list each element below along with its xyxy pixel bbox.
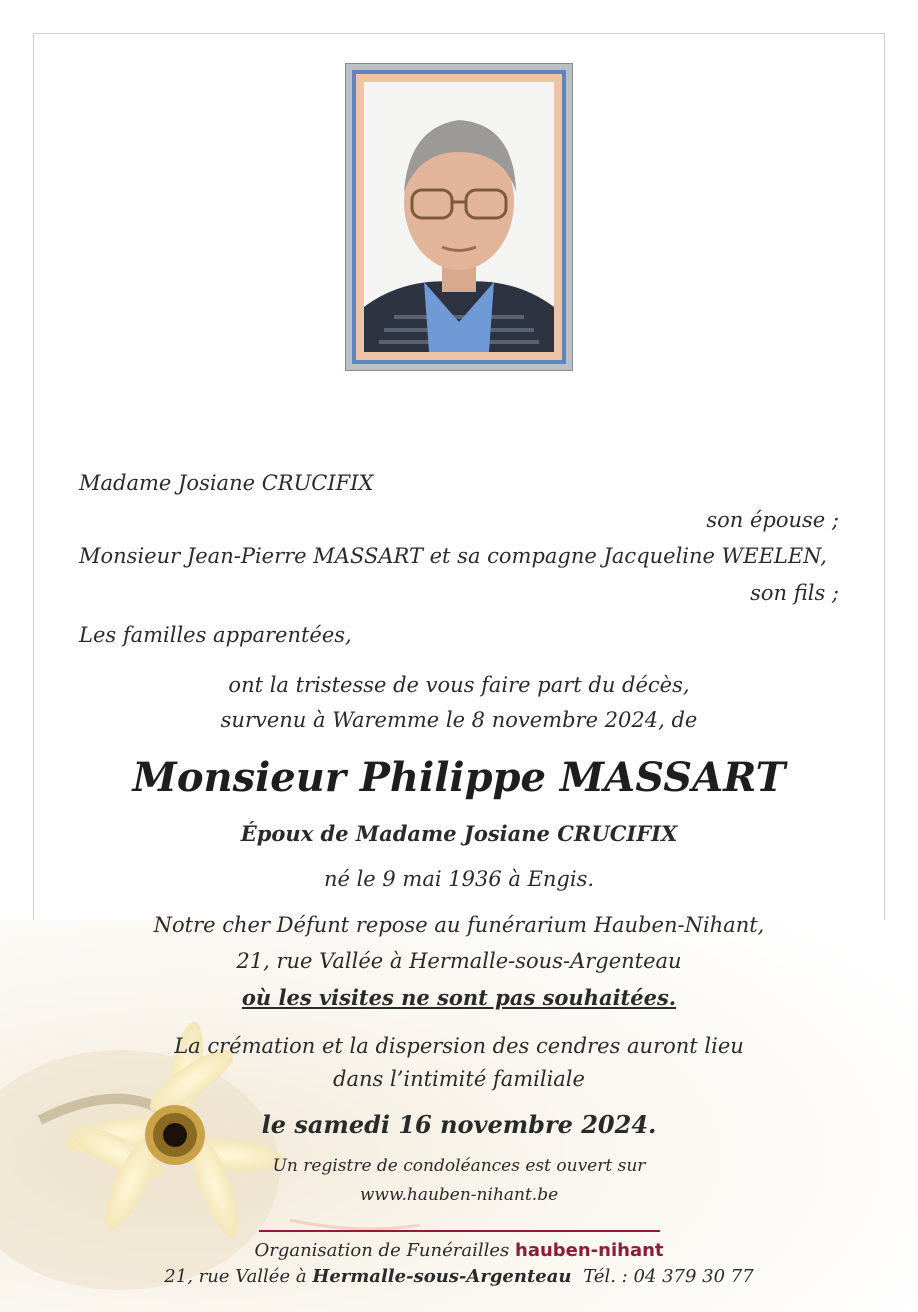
footer-address (60, 1265, 858, 1289)
ceremony-line-1: La crémation et la dispersion des cendres auront lieu (174, 1034, 744, 1058)
visits-notice: où les visites ne sont pas souhaitées. (241, 985, 677, 1010)
footer-divider (259, 1230, 660, 1232)
ceremony-line-2: dans l’intimité familiale (333, 1067, 585, 1091)
footer-address-prefix: 21, rue Vallée à (164, 1266, 307, 1287)
deceased-birth: né le 9 mai 1936 à Engis. (323, 867, 595, 891)
funerarium-line-2: 21, rue Vallée à Hermalle-sous-Argenteau (236, 949, 682, 973)
family-line-son: Monsieur Jean-Pierre MASSART et sa compagne Jacqueline WEELEN, (79, 544, 827, 568)
deceased-name: Monsieur Philippe MASSART (132, 754, 786, 801)
deceased-spouse: Époux de Madame Josiane CRUCIFIX (240, 821, 678, 846)
family-line-relatives: Les familles apparentées, (79, 623, 352, 647)
registry-line: Un registre de condoléances est ouvert sur (272, 1156, 646, 1176)
announcement-line-2: survenu à Waremme le 8 novembre 2024, de (220, 708, 698, 732)
family-role-son: son fils ; (750, 581, 839, 605)
footer-org-label: Organisation de Funérailles (254, 1240, 510, 1261)
footer-organisation (60, 1239, 858, 1263)
portrait-frame (345, 63, 573, 371)
registry-url[interactable]: www.hauben-nihant.be (359, 1185, 559, 1205)
portrait-photo (364, 82, 554, 352)
funerarium-line-1: Notre cher Défunt repose au funérarium Hauben-Nihant, (153, 913, 765, 937)
announcement-line-1: ont la tristesse de vous faire part du décès, (228, 673, 690, 697)
ceremony-date: le samedi 16 novembre 2024. (261, 1110, 657, 1139)
footer-phone: Tél. : 04 379 30 77 (583, 1266, 754, 1287)
brand-logo: hauben-nihant (515, 1240, 664, 1261)
family-role-spouse: son épouse ; (706, 508, 839, 532)
family-line-spouse: Madame Josiane CRUCIFIX (79, 471, 374, 495)
footer-address-city: Hermalle-sous-Argenteau (312, 1266, 572, 1287)
